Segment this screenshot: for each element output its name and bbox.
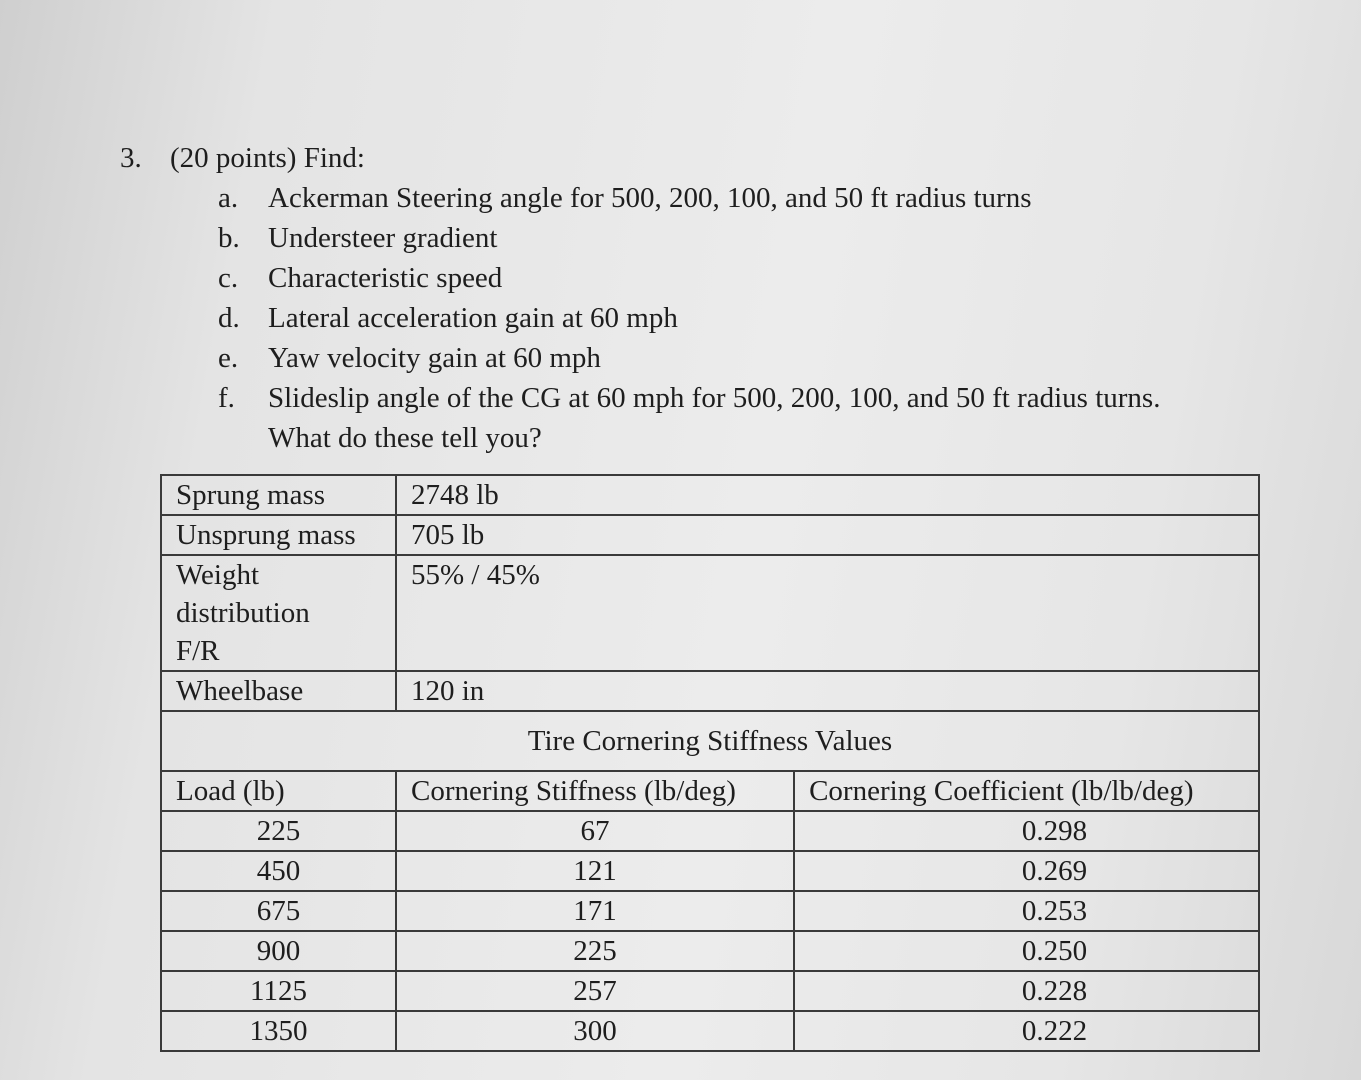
problem-parts-list (218, 178, 1300, 458)
coefficient-cell: 0.253 (794, 891, 1259, 931)
table-row (161, 515, 1259, 555)
part-letter: b. (218, 222, 240, 254)
spec-value: 55% / 45% (396, 555, 1259, 671)
table-row (161, 931, 1259, 971)
problem-statement (120, 138, 1300, 458)
spec-label: Wheelbase (161, 671, 396, 711)
spec-value: 705 lb (396, 515, 1259, 555)
stiffness-cell: 171 (396, 891, 794, 931)
load-cell: 1350 (161, 1011, 396, 1051)
coefficient-cell: 0.250 (794, 931, 1259, 971)
spec-label: Unsprung mass (161, 515, 396, 555)
spec-value: 2748 lb (396, 475, 1259, 515)
table-row (161, 1011, 1259, 1051)
part-text-continuation: What do these tell you? (268, 422, 542, 454)
table-row (161, 971, 1259, 1011)
problem-heading-text: (20 points) Find: (170, 142, 365, 174)
table-row (161, 671, 1259, 711)
load-cell: 450 (161, 851, 396, 891)
table-row (161, 891, 1259, 931)
tire-table-title: Tire Cornering Stiffness Values (161, 711, 1259, 771)
stiffness-cell: 257 (396, 971, 794, 1011)
part-text-wrapper (268, 378, 1160, 458)
spec-value: 120 in (396, 671, 1259, 711)
list-item (218, 378, 1300, 458)
column-header-load: Load (lb) (161, 771, 396, 811)
list-item (218, 298, 1300, 338)
list-item (218, 338, 1300, 378)
load-cell: 225 (161, 811, 396, 851)
coefficient-cell: 0.222 (794, 1011, 1259, 1051)
problem-number: 3. (120, 142, 142, 174)
spec-label-line: distribution (176, 597, 310, 629)
stiffness-cell: 121 (396, 851, 794, 891)
part-letter: a. (218, 182, 239, 214)
part-letter: f. (218, 382, 235, 414)
part-text: Yaw velocity gain at 60 mph (268, 342, 601, 374)
list-item (218, 258, 1300, 298)
list-item (218, 178, 1300, 218)
stiffness-cell: 300 (396, 1011, 794, 1051)
part-text: Lateral acceleration gain at 60 mph (268, 302, 678, 334)
stiffness-cell: 225 (396, 931, 794, 971)
coefficient-cell: 0.228 (794, 971, 1259, 1011)
problem-heading (120, 138, 1300, 178)
part-text: Understeer gradient (268, 222, 498, 254)
part-text: Ackerman Steering angle for 500, 200, 100, and 50 ft radius turns (268, 182, 1032, 214)
spec-label-line: F/R (176, 635, 220, 667)
part-letter: e. (218, 342, 239, 374)
spec-label-multiline (161, 555, 396, 671)
table-row (161, 555, 1259, 671)
table-row (161, 811, 1259, 851)
list-item (218, 218, 1300, 258)
load-cell: 1125 (161, 971, 396, 1011)
coefficient-cell: 0.269 (794, 851, 1259, 891)
load-cell: 900 (161, 931, 396, 971)
spec-label-line: Weight (176, 559, 260, 591)
table-row (161, 475, 1259, 515)
column-header-stiffness: Cornering Stiffness (lb/deg) (396, 771, 794, 811)
table-row (161, 851, 1259, 891)
part-letter: c. (218, 262, 239, 294)
table-header-row (161, 771, 1259, 811)
vehicle-specs-table (160, 474, 1260, 1052)
part-letter: d. (218, 302, 240, 334)
stiffness-cell: 67 (396, 811, 794, 851)
table-row (161, 711, 1259, 771)
column-header-coefficient: Cornering Coefficient (lb/lb/deg) (794, 771, 1259, 811)
coefficient-cell: 0.298 (794, 811, 1259, 851)
spec-label: Sprung mass (161, 475, 396, 515)
part-text: Characteristic speed (268, 262, 503, 294)
load-cell: 675 (161, 891, 396, 931)
part-text: Slideslip angle of the CG at 60 mph for 500, 200, 100, and 50 ft radius turns. (268, 382, 1161, 414)
